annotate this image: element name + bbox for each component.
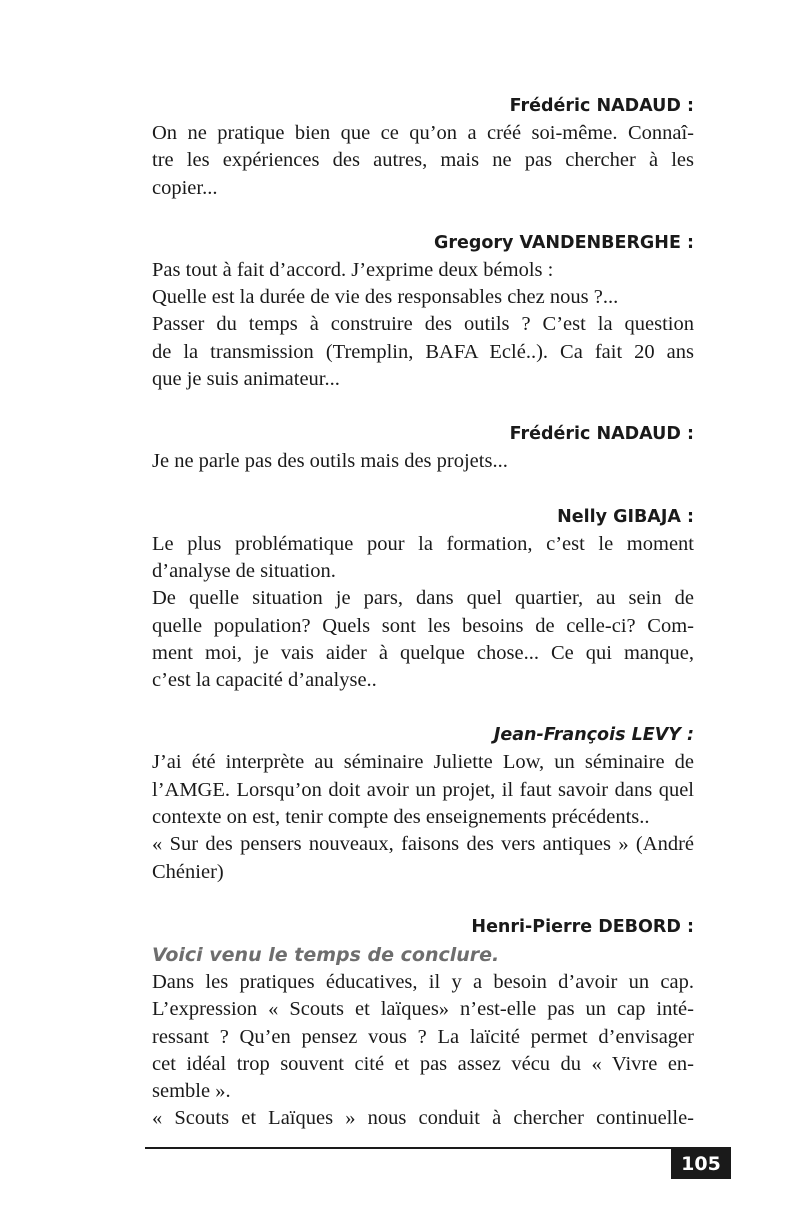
dialogue-block [152,420,694,475]
text-line: contexte on est, tenir compte des enseignements précédents.. [152,806,650,829]
text-line: J’ai été interprète au séminaire Juliette Low, un séminaire de [152,751,694,774]
speech-text [152,448,694,475]
page-content [152,92,694,1133]
dialogue-block [152,503,694,695]
text-line: ment moi, je vais aider à quelque chose... Ce qui manque, [152,641,694,664]
speaker-name: Gregory VANDENBERGHE : [433,232,694,253]
text-line: Le plus problématique pour la formation, c’est le moment [152,532,694,555]
text-line: l’AMGE. Lorsqu’on doit avoir un projet, il faut savoir dans quel [152,778,694,801]
speaker-name: Nelly GIBAJA : [557,506,694,527]
text-line: Passer du temps à construire des outils ? C’est la question [152,313,694,336]
speech-text [152,969,694,1133]
section-subheading: Voici venu le temps de conclure. [152,943,500,966]
speaker-name: Henri-Pierre DEBORD : [471,916,694,937]
text-line: L’expression « Scouts et laïques» n’est-elle pas un cap inté- [152,998,694,1021]
text-line: Je ne parle pas des outils mais des projets... [152,450,508,473]
text-line: tre les expériences des autres, mais ne pas chercher à les [152,149,694,172]
text-line: De quelle situation je pars, dans quel quartier, au sein de [152,587,694,610]
speech-text [152,749,694,885]
text-line: Quelle est la durée de vie des responsables chez nous ?... [152,286,619,309]
text-line: « Sur des pensers nouveaux, faisons des vers antiques » (André [152,833,694,856]
footer-rule [145,1147,731,1149]
dialogue-block [152,721,694,885]
page-number: 105 [671,1149,731,1179]
text-line: On ne pratique bien que ce qu’on a créé soi-même. Connaî- [152,122,694,144]
text-line: d’analyse de situation. [152,559,336,582]
text-line: c’est la capacité d’analyse.. [152,669,377,692]
dialogue-block [152,92,694,202]
text-line: Dans les pratiques éducatives, il y a besoin d’avoir un cap. [152,970,694,993]
text-line: Chénier) [152,860,224,883]
speech-text [152,120,694,202]
speech-text [152,531,694,695]
text-line: semble ». [152,1080,231,1103]
speaker-name: Jean-François LEVY : [493,725,694,746]
dialogue-block [152,229,694,393]
text-line: quelle population? Quels sont les besoins de celle-ci? Com- [152,614,694,637]
text-line: ressant ? Qu’en pensez vous ? La laïcité permet d’envisager [152,1025,694,1048]
speaker-name: Frédéric NADAUD : [509,96,694,116]
text-line: Pas tout à fait d’accord. J’exprime deux bémols : [152,258,554,281]
text-line: de la transmission (Tremplin, BAFA Eclé..). Ca fait 20 ans [152,340,694,363]
dialogue-block [152,913,694,1133]
text-line: que je suis animateur... [152,368,340,391]
text-line: copier... [152,176,218,199]
speech-text [152,257,694,393]
speaker-name: Frédéric NADAUD : [509,424,694,445]
text-line: cet idéal trop souvent cité et pas assez vécu du « Vivre en- [152,1052,694,1075]
text-line: « Scouts et Laïques » nous conduit à chercher continuelle- [152,1107,694,1130]
